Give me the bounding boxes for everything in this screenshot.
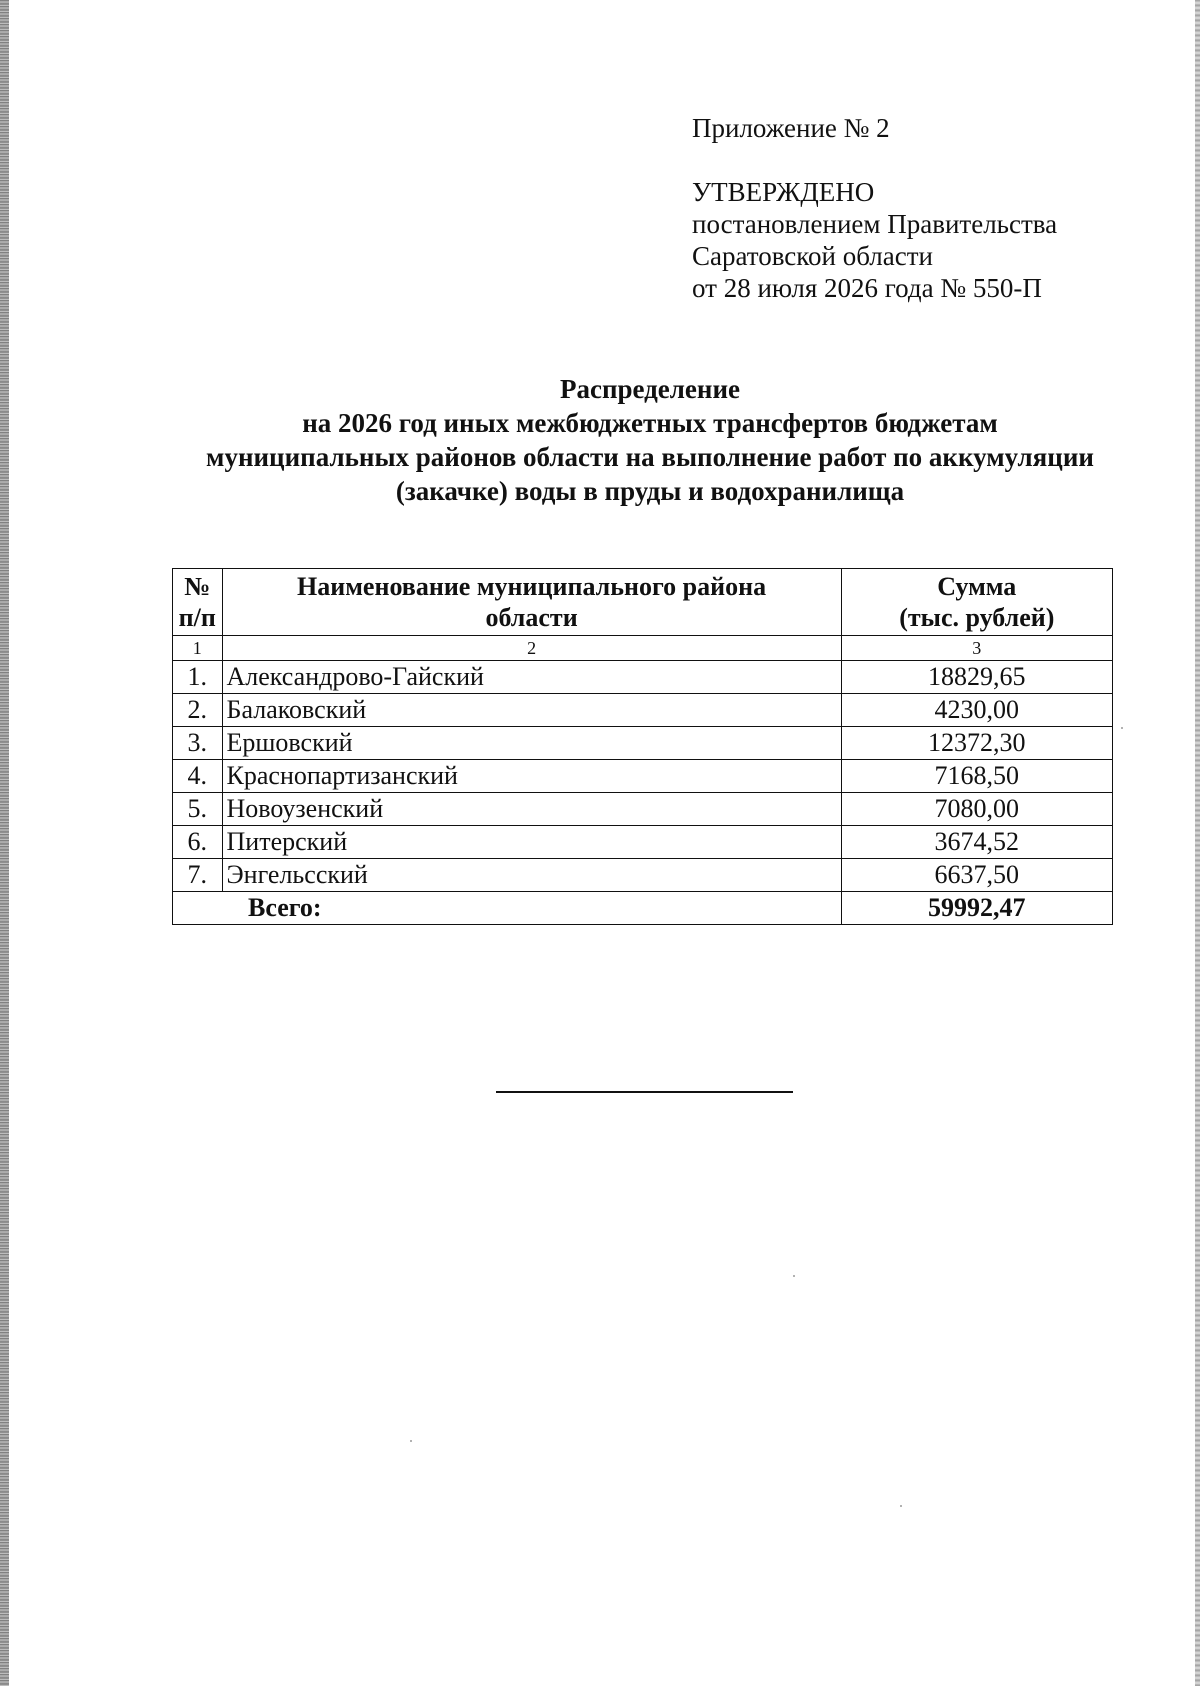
title-line-4: (закачке) воды в пруды и водохранилища xyxy=(395,476,905,506)
row-number: 1. xyxy=(173,661,223,694)
scan-speck xyxy=(793,1275,795,1277)
header-sum-line-1: Сумма xyxy=(937,572,1017,601)
table-row xyxy=(173,859,1113,892)
district-sum: 12372,30 xyxy=(841,727,1112,760)
row-number: 6. xyxy=(173,826,223,859)
header-name-line-2: области xyxy=(485,603,578,632)
total-sum: 59992,47 xyxy=(841,892,1112,925)
row-number: 2. xyxy=(173,694,223,727)
row-number: 5. xyxy=(173,793,223,826)
district-sum: 7168,50 xyxy=(841,760,1112,793)
district-name: Балаковский xyxy=(222,694,841,727)
district-name: Ершовский xyxy=(222,727,841,760)
title-line-1: Распределение xyxy=(559,374,741,404)
approval-block xyxy=(692,112,1057,304)
scan-speck xyxy=(1121,727,1123,729)
table-row xyxy=(173,694,1113,727)
scan-edge-right xyxy=(1195,0,1200,1686)
scan-speck xyxy=(900,1505,902,1507)
end-of-document-rule xyxy=(496,1091,793,1093)
column-index: 3 xyxy=(841,636,1112,661)
total-label: Всего: xyxy=(173,892,842,925)
column-index: 1 xyxy=(173,636,223,661)
district-sum: 7080,00 xyxy=(841,793,1112,826)
column-index-row xyxy=(173,636,1113,661)
table-row xyxy=(173,760,1113,793)
header-number xyxy=(173,569,223,636)
table-row xyxy=(173,793,1113,826)
header-number-line-1: № xyxy=(184,572,211,601)
header-number-line-2: п/п xyxy=(178,603,216,632)
district-name: Новоузенский xyxy=(222,793,841,826)
row-number: 7. xyxy=(173,859,223,892)
district-name: Питерский xyxy=(222,826,841,859)
row-number: 4. xyxy=(173,760,223,793)
scan-speck xyxy=(410,1440,412,1442)
table-row xyxy=(173,661,1113,694)
district-sum: 18829,65 xyxy=(841,661,1112,694)
approved-heading: УТВЕРЖДЕНО xyxy=(692,177,875,207)
header-sum xyxy=(841,569,1112,636)
row-number: 3. xyxy=(173,727,223,760)
district-name: Краснопартизанский xyxy=(222,760,841,793)
title-line-3: муниципальных районов области на выполнение работ по аккумуляции xyxy=(206,442,1094,472)
distribution-table xyxy=(172,568,1113,925)
scan-edge-left xyxy=(0,0,9,1686)
header-district-name xyxy=(222,569,841,636)
district-sum: 6637,50 xyxy=(841,859,1112,892)
district-sum: 3674,52 xyxy=(841,826,1112,859)
approved-date-line: от 28 июля 2026 года № 550-П xyxy=(692,273,1042,303)
total-row xyxy=(173,892,1113,925)
header-sum-line-2: (тыс. рублей) xyxy=(899,603,1055,632)
title-line-2: на 2026 год иных межбюджетных трансфертов бюджетам xyxy=(302,408,998,438)
table-row xyxy=(173,727,1113,760)
header-name-line-1: Наименование муниципального района xyxy=(297,572,767,601)
district-name: Энгельсский xyxy=(222,859,841,892)
district-sum: 4230,00 xyxy=(841,694,1112,727)
column-index: 2 xyxy=(222,636,841,661)
document-title xyxy=(150,372,1150,508)
table-row xyxy=(173,826,1113,859)
approved-region-line: Саратовской области xyxy=(692,241,933,271)
district-name: Александрово-Гайский xyxy=(222,661,841,694)
approved-by-line: постановлением Правительства xyxy=(692,209,1058,239)
annex-number: Приложение № 2 xyxy=(692,113,890,143)
table-header-row xyxy=(173,569,1113,636)
